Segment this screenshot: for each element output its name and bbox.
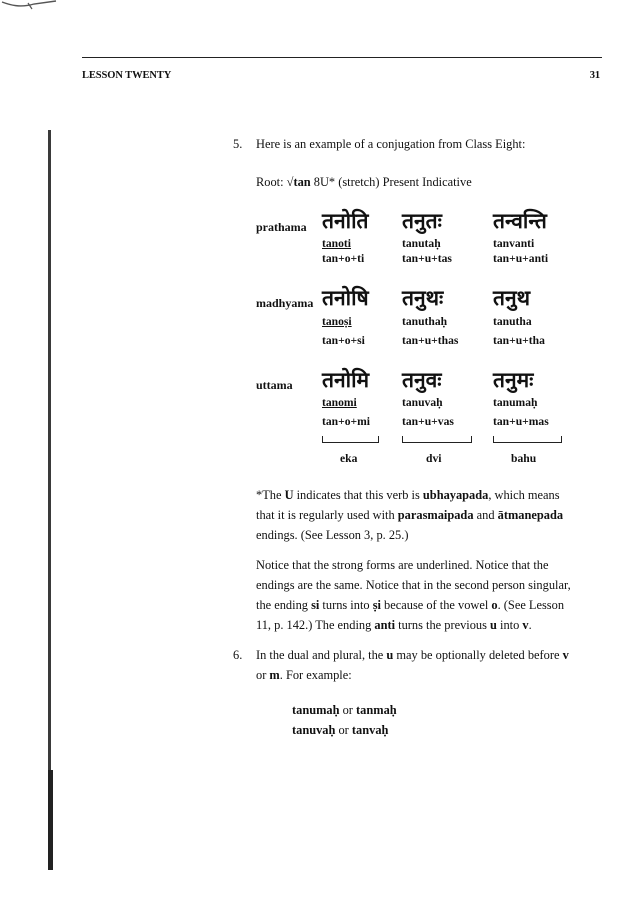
text-run: turns the previous [395,618,491,632]
root-prefix: Root: [256,175,287,189]
bracket-dvi [402,436,472,443]
analysis-form: tan+o+si [322,334,365,347]
notice-line [256,555,571,575]
text-run: anti [374,618,396,632]
example-list [292,700,397,740]
item-6-line [256,665,569,685]
item-5-text: Here is an example of a conjugation from Class Eight: [256,137,526,151]
roman-form: tanutha [493,315,532,328]
footnote-line [256,485,563,505]
analysis-form: tan+u+tas [402,252,452,265]
roman-form: tanoti [322,237,351,250]
binding-shadow-lower [48,770,53,870]
bracket-bahu [493,436,562,443]
dev-form: तनुमः [493,367,534,392]
item-6-paragraph [256,645,569,685]
number-label-dvi: dvi [426,452,442,465]
text-run: the ending [256,598,312,612]
binding-shadow [48,130,51,770]
roman-form: tanumaḥ [493,396,538,409]
dev-form: तनुथ [493,285,531,310]
roman-form: tanuthaḥ [402,315,448,328]
scan-smudge-mark [0,0,60,14]
root-line [256,175,472,190]
text-run: may be optionally deleted before [393,648,563,662]
text-run: v [522,618,529,632]
running-header-title: LESSON TWENTY [82,70,172,81]
text-run: turns into [319,598,373,612]
example-line [292,720,397,740]
text-run: or [256,668,270,682]
example-form: tanumaḥ [292,703,340,717]
text-run: In the dual and plural, the [256,648,387,662]
text-run: o [491,598,498,612]
dev-form: तनुथः [402,285,444,310]
text-run: . (See Lesson [497,598,565,612]
roman-form: tanuvaḥ [402,396,443,409]
roman-form: tanutaḥ [402,237,441,250]
text-run: into [496,618,523,632]
text-run: *The [256,488,285,502]
text-run: ṣi [372,598,381,612]
person-label-prathama: prathama [256,220,307,234]
analysis-form: tan+u+mas [493,415,549,428]
example-or: or [335,723,352,737]
dev-form: तन्वन्ति [493,208,547,233]
root-class: 8U* [310,175,336,189]
example-form: tanuvaḥ [292,723,336,737]
roman-form: tanvanti [493,237,535,250]
footnote-line [256,505,563,525]
dev-form: तनोषि [322,285,369,310]
analysis-form: tan+u+tha [493,334,545,347]
notice-line [256,595,571,615]
person-label-madhyama: madhyama [256,296,314,310]
text-run: Notice that the strong forms are underlined. Notice that the [256,558,549,572]
dev-form: तनुतः [402,208,442,233]
item-6-line [256,645,569,665]
text-run: 11, p. 142.) The ending [256,618,375,632]
dev-form: तनोति [322,208,369,233]
notice-line [256,615,571,635]
person-label-uttama: uttama [256,378,293,392]
text-run: endings are the same. Notice that in the second person singular, [256,578,571,592]
analysis-form: tan+o+ti [322,252,365,265]
roman-form: tanomi [322,396,357,409]
number-label-eka: eka [340,452,358,465]
text-run: that it is regularly used with [256,508,398,522]
analysis-form: tan+u+vas [402,415,454,428]
text-run: because of the vowel [380,598,492,612]
notice-line [256,575,571,595]
text-run: ātmanepada [497,508,564,522]
root-word: tan [293,175,311,189]
item-5-number: 5. [233,137,243,151]
text-run: si [311,598,320,612]
example-or: or [339,703,357,717]
root-meaning: (stretch) Present Indicative [335,175,472,189]
page-number: 31 [589,70,600,81]
text-run: parasmaipada [397,508,474,522]
analysis-form: tan+u+anti [493,252,549,265]
bracket-eka [322,436,379,443]
root-radical-icon: √ [286,175,294,189]
text-run: U [284,488,294,502]
footnote-paragraph [256,485,563,545]
example-form: tanmaḥ [356,703,397,717]
number-label-bahu: bahu [511,452,537,465]
analysis-form: tan+o+mi [322,415,370,428]
text-run: indicates that this verb is [293,488,423,502]
text-run: and [473,508,498,522]
notice-paragraph [256,555,571,635]
text-run: m [269,668,280,682]
text-run: u [490,618,497,632]
text-run: . [528,618,532,632]
example-line [292,700,397,720]
text-run: . For example: [279,668,352,682]
text-run: v [562,648,569,662]
text-run: , which means [488,488,560,502]
roman-form: tanoṣi [322,315,352,328]
text-run: ubhayapada [422,488,489,502]
example-form: tanvaḥ [351,723,389,737]
dev-form: तनुवः [402,367,442,392]
header-rule [82,57,602,58]
text-run: endings. (See Lesson 3, p. 25.) [256,528,409,542]
text-run: u [386,648,394,662]
analysis-form: tan+u+thas [402,334,459,347]
dev-form: तनोमि [322,367,370,392]
footnote-line [256,525,563,545]
item-6-number: 6. [233,648,243,662]
